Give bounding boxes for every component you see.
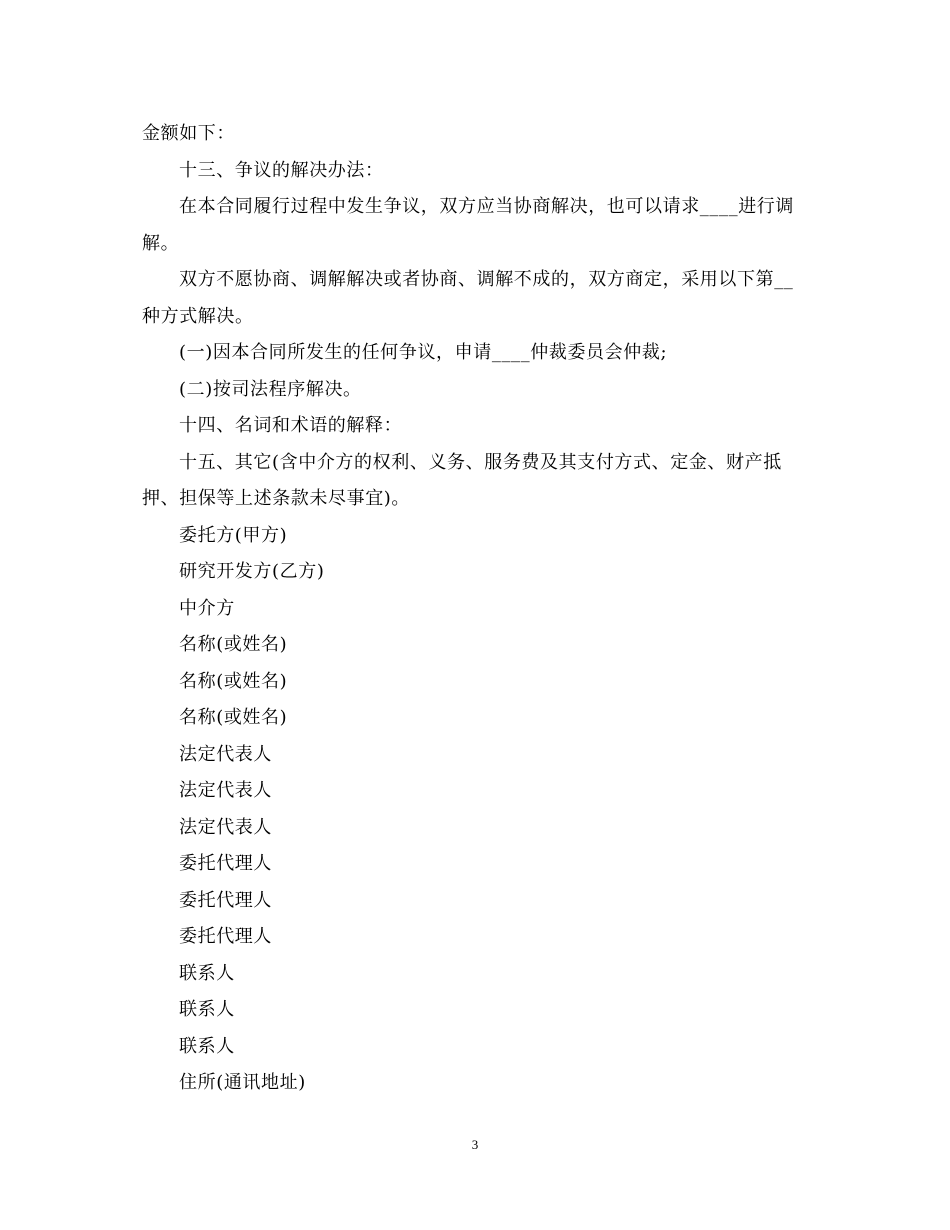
paragraph-line: 法定代表人	[179, 780, 272, 801]
paragraph-line: 金额如下：	[142, 123, 235, 144]
paragraph-line: 委托代理人	[179, 889, 272, 911]
paragraph-line: 十三、争议的解决办法：	[179, 159, 384, 181]
paragraph-line: 名称(或姓名)	[179, 634, 288, 655]
paragraph-line: 法定代表人	[179, 816, 272, 838]
paragraph-line: 在本合同履行过程中发生争议，双方应当协商解决，也可以请求____进行调	[179, 196, 794, 217]
paragraph-line: 住所(通讯地址)	[179, 1072, 306, 1093]
paragraph-line: 十四、名词和术语的解释：	[179, 415, 403, 436]
paragraph-line: 押、担保等上述条款未尽事宜)。	[142, 488, 411, 509]
paragraph-line: 联系人	[179, 999, 235, 1020]
paragraph-line: 委托代理人	[179, 926, 272, 947]
page-number: 3	[471, 1137, 479, 1152]
paragraph-line: 研究开发方(乙方)	[179, 561, 325, 582]
paragraph-line: 法定代表人	[179, 743, 272, 765]
paragraph-line: 委托代理人	[179, 853, 272, 874]
paragraph-line: 委托方(甲方)	[179, 524, 288, 546]
paragraph-line: 名称(或姓名)	[179, 707, 288, 728]
paragraph-line: 种方式解决。	[142, 305, 254, 327]
paragraph-line: 名称(或姓名)	[179, 670, 288, 692]
paragraph-line: 解。	[142, 232, 180, 254]
paragraph-line: 十五、其它(含中介方的权利、义务、服务费及其支付方式、定金、财产抵	[179, 451, 782, 473]
paragraph-line: 联系人	[179, 1035, 235, 1057]
paragraph-line: 双方不愿协商、调解解决或者协商、调解不成的，双方商定，采用以下第__	[179, 269, 794, 290]
paragraph-line: (一)因本合同所发生的任何争议，申请____仲裁委员会仲裁;	[179, 342, 668, 363]
document-body	[142, 116, 802, 1102]
paragraph-line: 联系人	[179, 962, 235, 984]
paragraph-line: 中介方	[179, 597, 235, 619]
paragraph-line: (二)按司法程序解决。	[179, 378, 362, 400]
